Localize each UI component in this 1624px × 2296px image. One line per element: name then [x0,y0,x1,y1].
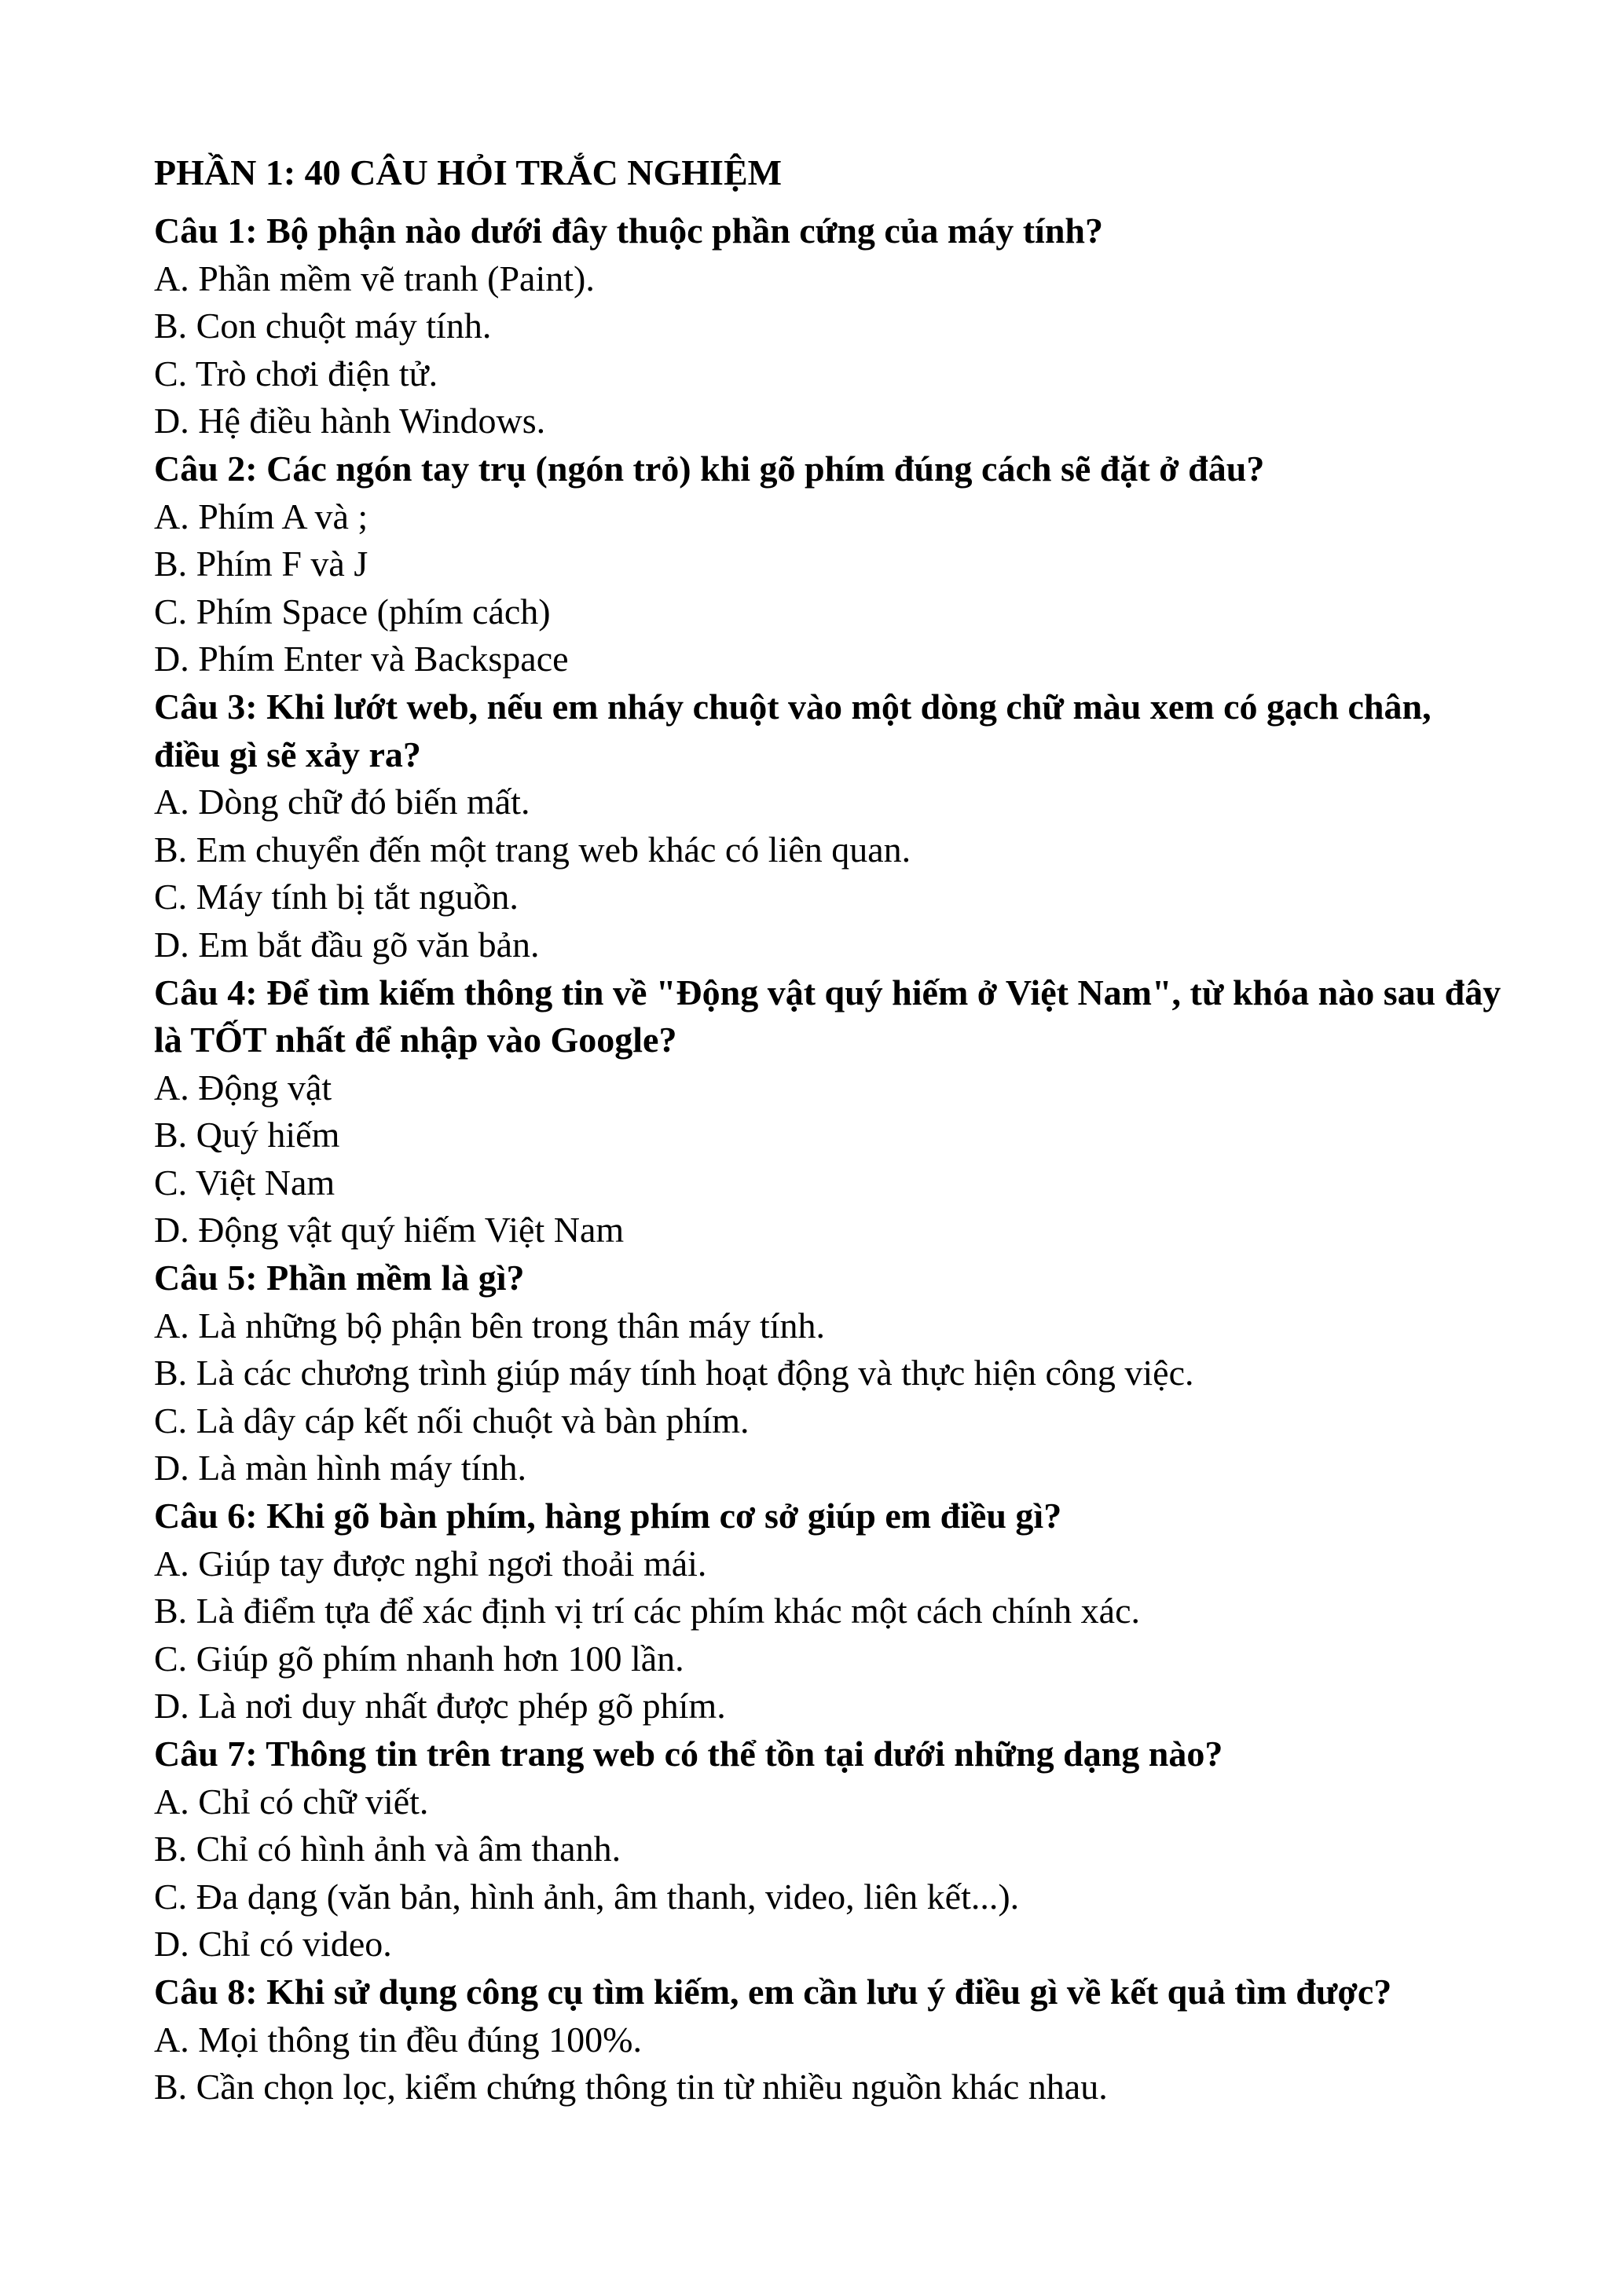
answer-option: C. Đa dạng (văn bản, hình ảnh, âm thanh, video, liên kết...). [154,1876,1020,1917]
question-block [154,1730,1505,1968]
section-title: PHẦN 1: 40 CÂU HỎI TRẮC NGHIỆM [154,152,783,192]
answer-option: B. Em chuyển đến một trang web khác có liên quan. [154,829,911,870]
question-block [154,1968,1505,2111]
answer-option: C. Là dây cáp kết nối chuột và bàn phím. [154,1400,750,1441]
answer-option: C. Phím Space (phím cách) [154,591,551,632]
question-text: Câu 5: Phần mềm là gì? [154,1258,525,1298]
question-list [154,207,1505,2111]
answer-option: B. Quý hiếm [154,1115,340,1155]
answer-option: D. Phím Enter và Backspace [154,639,569,679]
question-text: Câu 8: Khi sử dụng công cụ tìm kiếm, em cần lưu ý điều gì về kết quả tìm được? [154,1971,1392,2012]
question-block [154,1254,1505,1492]
answer-option: A. Là những bộ phận bên trong thân máy tính. [154,1305,826,1346]
question-text: Câu 4: Để tìm kiếm thông tin về "Động vật quý hiếm ở Việt Nam", từ khóa nào sau đây là TỐT nhất để nhập vào Google? [154,972,1501,1060]
answer-option: B. Phím F và J [154,544,368,584]
answer-option: A. Mọi thông tin đều đúng 100%. [154,2019,642,2060]
answer-option: B. Cần chọn lọc, kiểm chứng thông tin từ nhiều nguồn khác nhau. [154,2067,1108,2107]
answer-option: C. Máy tính bị tắt nguồn. [154,877,519,917]
question-block [154,1492,1505,1730]
question-block [154,683,1505,969]
answer-option: C. Giúp gõ phím nhanh hơn 100 lần. [154,1638,684,1679]
question-block [154,969,1505,1255]
answer-option: A. Giúp tay được nghỉ ngơi thoải mái. [154,1543,707,1584]
question-text: Câu 7: Thông tin trên trang web có thể tồn tại dưới những dạng nào? [154,1734,1223,1774]
answer-option: A. Phần mềm vẽ tranh (Paint). [154,258,595,298]
answer-option: B. Là điểm tựa để xác định vị trí các phím khác một cách chính xác. [154,1591,1140,1631]
question-text: Câu 3: Khi lướt web, nếu em nháy chuột vào một dòng chữ màu xem có gạch chân, điều gì sẽ xảy ra? [154,686,1432,774]
answer-option: A. Phím A và ; [154,496,368,536]
answer-option: B. Là các chương trình giúp máy tính hoạt động và thực hiện công việc. [154,1353,1194,1393]
answer-option: B. Chỉ có hình ảnh và âm thanh. [154,1829,621,1869]
answer-option: D. Là màn hình máy tính. [154,1448,526,1489]
answer-option: D. Hệ điều hành Windows. [154,401,546,441]
question-text: Câu 1: Bộ phận nào dưới đây thuộc phần cứng của máy tính? [154,211,1103,251]
answer-option: B. Con chuột máy tính. [154,306,492,346]
answer-option: A. Động vật [154,1067,332,1108]
answer-option: C. Trò chơi điện tử. [154,353,438,394]
question-text: Câu 6: Khi gõ bàn phím, hàng phím cơ sở giúp em điều gì? [154,1496,1062,1536]
answer-option: A. Chỉ có chữ viết. [154,1781,429,1822]
question-block [154,207,1505,445]
answer-option: C. Việt Nam [154,1162,335,1203]
question-block [154,445,1505,683]
answer-option: D. Là nơi duy nhất được phép gõ phím. [154,1686,726,1727]
question-text: Câu 2: Các ngón tay trụ (ngón trỏ) khi gõ phím đúng cách sẽ đặt ở đâu? [154,448,1265,489]
answer-option: D. Động vật quý hiếm Việt Nam [154,1210,625,1251]
answer-option: D. Em bắt đầu gõ văn bản. [154,924,540,965]
document-page [154,149,1505,2111]
answer-option: A. Dòng chữ đó biến mất. [154,782,530,822]
answer-option: D. Chỉ có video. [154,1924,392,1965]
